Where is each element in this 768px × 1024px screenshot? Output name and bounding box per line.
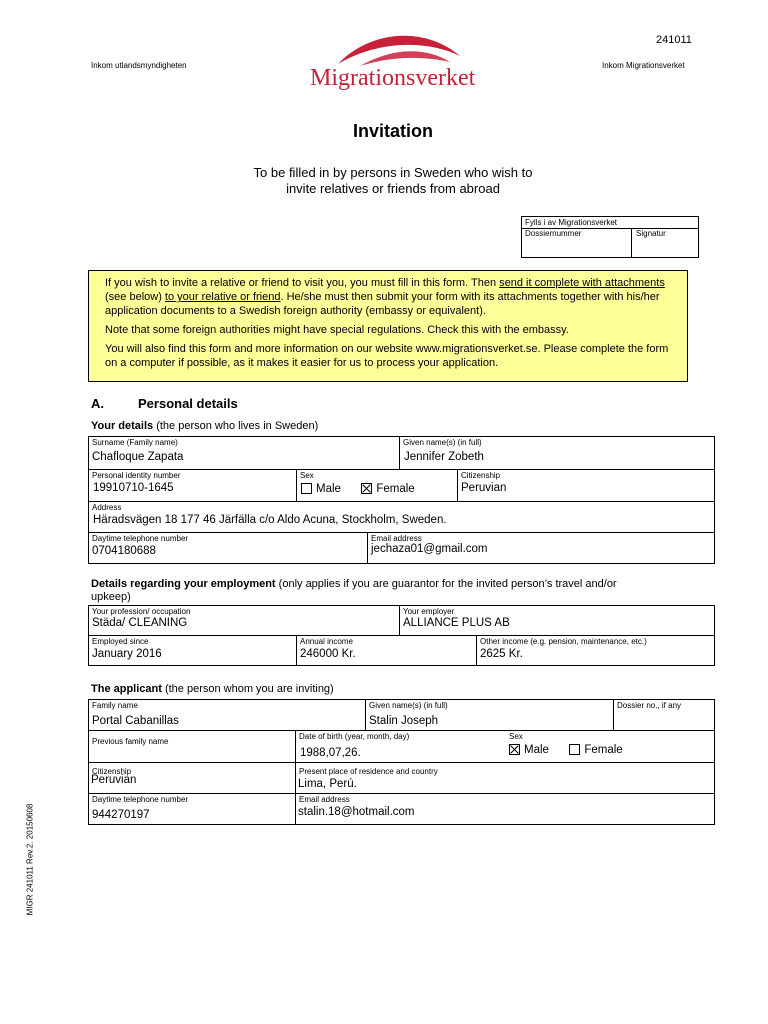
section-title: Personal details <box>138 396 238 411</box>
inkom-migrationsverket-label: Inkom Migrationsverket <box>602 61 685 70</box>
dossier-no-label: Dossier no., if any <box>617 701 682 710</box>
profession-label: Your profession/ occupation <box>92 607 191 616</box>
applicant-email-field[interactable]: stalin.18@hotmail.com <box>298 806 415 818</box>
inkom-utland-label: Inkom utlandsmyndigheten <box>91 61 187 70</box>
citizenship-label: Citizenship <box>461 471 501 480</box>
other-income-label: Other income (e.g. pension, maintenance, etc.) <box>480 637 647 646</box>
female-label: Female <box>376 483 415 495</box>
family-name-label: Family name <box>92 701 138 710</box>
your-details-heading: Your details (the person who lives in Sweden) <box>91 420 319 432</box>
form-number: 241011 <box>656 34 692 46</box>
subtitle-line-1: To be filled in by persons in Sweden who wish to <box>253 165 533 180</box>
applicant-email-label: Email address <box>299 795 350 804</box>
employed-since-label: Employed since <box>92 637 149 646</box>
surname-field[interactable]: Chafloque Zapata <box>92 451 184 463</box>
form-revision-code: MIGR 241011 Rev.2. 20150608 <box>25 803 35 916</box>
applicant-phone-field[interactable]: 944270197 <box>92 809 150 821</box>
to-relative-link-text: to your relative or friend <box>164 291 281 303</box>
dob-label: Date of birth (year, month, day) <box>299 732 410 741</box>
phone-label: Daytime telephone number <box>92 534 189 543</box>
dob-field[interactable]: 1988,07,26. <box>300 747 361 759</box>
male-checkbox[interactable] <box>301 483 312 494</box>
logo-arc-icon <box>300 28 490 68</box>
surname-label: Surname (Family name) <box>92 438 178 447</box>
employment-heading: Details regarding your employment (only applies if you are guarantor for the invited person’s travel and/or upkeep) <box>91 578 617 603</box>
info-box <box>88 270 688 382</box>
personal-id-label: Personal identity number <box>92 471 181 480</box>
annual-income-label: Annual income <box>300 637 353 646</box>
personal-id-field[interactable]: 19910710-1645 <box>93 482 174 494</box>
residence-label: Present place of residence and country <box>299 767 438 776</box>
your-details-table <box>88 436 715 564</box>
applicant-female-checkbox[interactable] <box>569 744 580 755</box>
dossier-number-label: Dossiernummer <box>525 229 582 238</box>
given-name-field[interactable]: Jennifer Zobeth <box>404 451 484 463</box>
applicant-given-field[interactable]: Stalin Joseph <box>369 715 439 727</box>
applicant-citizenship-label: Citizenship <box>92 767 132 776</box>
address-label: Address <box>92 503 122 512</box>
citizenship-field[interactable]: Peruvian <box>461 482 507 494</box>
applicant-male-label: Male <box>524 744 549 756</box>
sex-label: Sex <box>300 471 314 480</box>
email-field[interactable]: jechaza01@gmail.com <box>371 543 488 555</box>
send-complete-link-text: send it complete with attachments <box>499 277 665 289</box>
page-title: Invitation <box>353 121 433 141</box>
employed-since-field[interactable]: January 2016 <box>92 648 162 660</box>
applicant-given-label: Given name(s) (in full) <box>369 701 448 710</box>
section-letter: A. <box>91 396 104 411</box>
employer-label: Your employer <box>403 607 455 616</box>
phone-field[interactable]: 0704180688 <box>92 545 156 557</box>
applicant-citizenship-field[interactable]: Peruvian <box>91 774 137 786</box>
employment-table <box>88 605 715 666</box>
given-name-label: Given name(s) (in full) <box>403 438 482 447</box>
male-label: Male <box>316 483 341 495</box>
info-paragraph-3: You will also find this form and more information on our website www.migrationsverket.se. Please complete the form on a computer if possible, as it makes it easier for us to process your application. <box>105 343 669 369</box>
sex-options <box>301 483 415 496</box>
previous-family-label: Previous family name <box>92 737 169 746</box>
annual-income-field[interactable]: 246000 Kr. <box>300 648 356 660</box>
office-use-heading: Fylls i av Migrationsverket <box>525 218 618 227</box>
applicant-female-label: Female <box>584 744 623 756</box>
applicant-sex-label: Sex <box>509 732 523 741</box>
migrationsverket-logo <box>300 28 490 92</box>
logo-text: Migrationsverket <box>310 65 476 91</box>
office-use-box <box>521 216 699 258</box>
other-income-field[interactable]: 2625 Kr. <box>480 648 523 660</box>
address-field[interactable]: Häradsvägen 18 177 46 Järfälla c/o Aldo Acuna, Stockholm, Sweden. <box>93 514 447 526</box>
residence-field[interactable]: Lima, Perú. <box>298 778 357 790</box>
signature-label: Signatur <box>636 229 666 238</box>
applicant-male-checkbox[interactable] <box>509 744 520 755</box>
applicant-table <box>88 699 715 825</box>
female-checkbox[interactable] <box>361 483 372 494</box>
subtitle-line-2: invite relatives or friends from abroad <box>286 181 500 196</box>
applicant-heading: The applicant (the person whom you are inviting) <box>91 683 334 695</box>
profession-field[interactable]: Städa/ CLEANING <box>92 617 188 629</box>
info-paragraph-1: If you wish to invite a relative or friend to visit you, you must fill in this form. Then send it complete with attachments (see below) to your relative or friend. He/she must then submit your form with its attachments together with his/her application documents to a Swedish foreign authority (embassy or equivalent). <box>105 277 665 317</box>
info-paragraph-2: Note that some foreign authorities might have special regulations. Check this with the embassy. <box>105 324 569 336</box>
applicant-sex-options <box>509 744 623 757</box>
email-label: Email address <box>371 534 422 543</box>
family-name-field[interactable]: Portal Cabanillas <box>92 715 179 727</box>
employer-field[interactable]: ALLIANCE PLUS AB <box>403 617 510 629</box>
applicant-phone-label: Daytime telephone number <box>92 795 189 804</box>
